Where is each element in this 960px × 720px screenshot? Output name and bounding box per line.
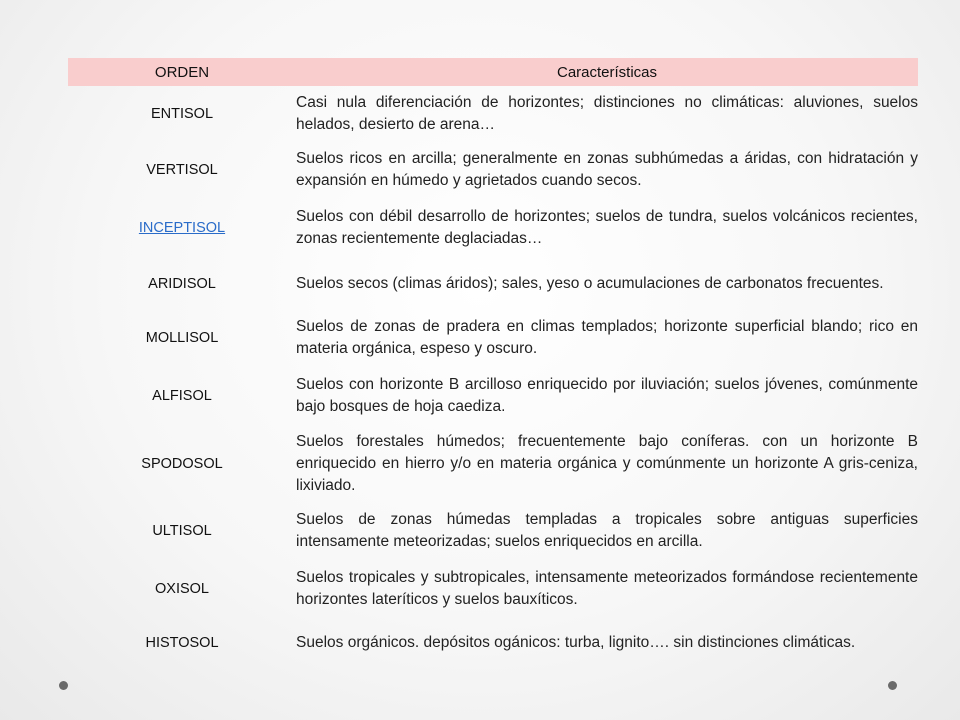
table-row — [68, 502, 918, 560]
table-header — [68, 58, 918, 86]
description-cell: Casi nula diferenciación de horizontes; distinciones no climáticas: aluviones, suelos helados, desierto de arena… — [296, 94, 918, 133]
order-cell: SPODOSOL — [141, 456, 223, 472]
table-row — [68, 258, 918, 310]
order-cell: VERTISOL — [146, 162, 218, 178]
soil-orders-table — [68, 58, 918, 668]
table-row — [68, 426, 918, 502]
header-orden: ORDEN — [154, 63, 210, 81]
inceptisol-link[interactable]: INCEPTISOL — [138, 220, 226, 236]
table-row — [68, 198, 918, 258]
description-cell: Suelos con horizonte B arcilloso enriquecido por iluviación; suelos jóvenes, comúnmente bajo bosques de hoja caediza. — [296, 376, 918, 415]
table-row — [68, 560, 918, 618]
table-row — [68, 618, 918, 668]
order-cell: MOLLISOL — [145, 330, 219, 346]
description-cell: Suelos con débil desarrollo de horizontes; suelos de tundra, suelos volcánicos recientes, zonas recientemente deglaciadas… — [296, 208, 918, 247]
description-cell: Suelos ricos en arcilla; generalmente en zonas subhúmedas a áridas, con hidratación y expansión en húmedo y agrietados cuando secos. — [296, 150, 918, 189]
description-cell: Suelos secos (climas áridos); sales, yeso o acumulaciones de carbonatos frecuentes. — [296, 275, 884, 292]
order-cell: ARIDISOL — [148, 276, 216, 292]
table-row — [68, 310, 918, 366]
description-cell: Suelos orgánicos. depósitos ogánicos: turba, lignito…. sin distinciones climáticas. — [296, 634, 856, 651]
order-cell: ULTISOL — [152, 523, 212, 539]
decorative-dot-right — [888, 681, 897, 690]
decorative-dot-left — [59, 681, 68, 690]
order-cell: OXISOL — [155, 581, 209, 597]
table-row — [68, 366, 918, 426]
description-cell: Suelos de zonas de pradera en climas templados; horizonte superficial blando; rico en materia orgánica, espeso y oscuro. — [296, 318, 918, 357]
description-cell: Suelos forestales húmedos; frecuentemente bajo coníferas. con un horizonte B enriquecido en hierro y/o en materia orgánica y comúnmente un horizonte A gris-ceniza, lixiviado. — [296, 433, 918, 494]
order-cell: ENTISOL — [150, 106, 214, 122]
header-caracteristicas: Características — [556, 63, 658, 81]
description-cell: Suelos de zonas húmedas templadas a tropicales sobre antiguas superficies intensamente meteorizadas; suelos enriquecidos en arcilla. — [296, 511, 918, 550]
description-cell: Suelos tropicales y subtropicales, intensamente meteorizados formándose recientemente horizontes lateríticos y suelos bauxíticos. — [296, 569, 918, 608]
table-row — [68, 142, 918, 198]
order-cell: ALFISOL — [152, 388, 212, 404]
table-row — [68, 86, 918, 142]
order-cell: HISTOSOL — [145, 635, 219, 651]
